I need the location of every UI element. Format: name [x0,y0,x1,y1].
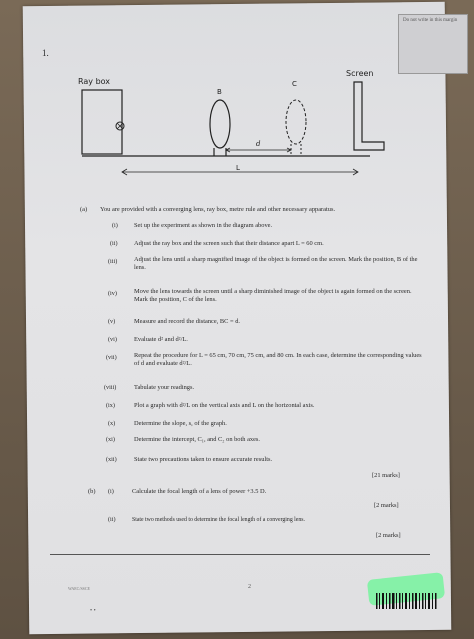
item-num: (vii) [106,354,117,361]
item-num: (xi) [106,436,115,443]
lens-b [210,100,230,148]
item-text: Measure and record the distance, BC = d. [134,318,240,325]
item-num: (i) [112,222,118,229]
label-d: d [256,140,261,148]
item-text: Set up the experiment as shown in the diagram above. [134,222,273,229]
item-text: Determine the intercept, C₁, and C₂ on both axes. [134,436,261,443]
question-number: 1. [42,48,49,58]
footer-code: WAEC/SSCE [68,586,91,591]
barcode-icon [372,575,442,611]
label-c: C [292,80,297,88]
item-text: Evaluate d² and d²/L. [134,336,188,343]
item-text: Adjust the lens until a sharp magnified image of the object is formed on the screen. Mark the position, B of the lens. [134,256,418,271]
item-text: State two methods used to determine the focal length of a converging lens. [132,517,305,523]
item-text: Tabulate your readings. [134,384,195,391]
item-text: Adjust the ray box and the screen such that their distance apart L = 60 cm. [134,240,324,247]
item-text: Calculate the focal length of a lens of power +3.5 D. [132,488,267,495]
part-a-intro: You are provided with a converging lens, ray box, metre rule and other necessary apparatus. [100,206,336,213]
lens-c [286,100,306,144]
margin-note-text: Do not write in this margin [403,18,458,23]
footer-rule [50,554,430,555]
item-num: (iii) [108,258,118,265]
part-a-label: (a) [80,206,88,213]
apparatus-diagram [70,64,430,194]
item-text: Repeat the procedure for L = 65 cm, 70 cm, 75 cm, and 80 cm. In each case, determine the corresponding values of d and evaluate d²/L. [134,352,422,367]
part-b-label: (b) [88,488,96,495]
item-text: Plot a graph with d²/L on the vertical axis and L on the horizontal axis. [134,402,315,409]
part-b-i-marks: [2 marks] [374,502,399,509]
ray-box [82,90,122,154]
item-text: Move the lens towards the screen until a sharp diminished image of the object is again formed on the screen. Mark the position, C of the lens. [134,288,412,303]
item-text: Determine the slope, s, of the graph. [134,420,227,427]
label-l: L [236,164,240,172]
label-b: B [217,88,222,96]
screen [354,82,384,150]
item-num: (v) [108,318,116,325]
ray-box-label: Ray box [78,77,111,86]
item-num: (xii) [106,456,117,463]
item-num: (vi) [108,336,117,343]
item-text: State two precautions taken to ensure accurate results. [134,456,273,463]
item-num: (x) [108,420,116,427]
item-num: (i) [108,488,114,495]
footer-dots: • • [90,608,96,614]
screen-label: Screen [346,69,374,78]
item-num: (iv) [108,290,117,297]
part-b-ii-marks: [2 marks] [376,532,401,539]
item-num: (ii) [108,516,116,523]
page-number: 2 [248,584,251,590]
item-num: (ix) [106,402,115,409]
item-num: (viii) [104,384,117,391]
part-a-marks: [21 marks] [372,472,400,479]
item-num: (ii) [110,240,118,247]
